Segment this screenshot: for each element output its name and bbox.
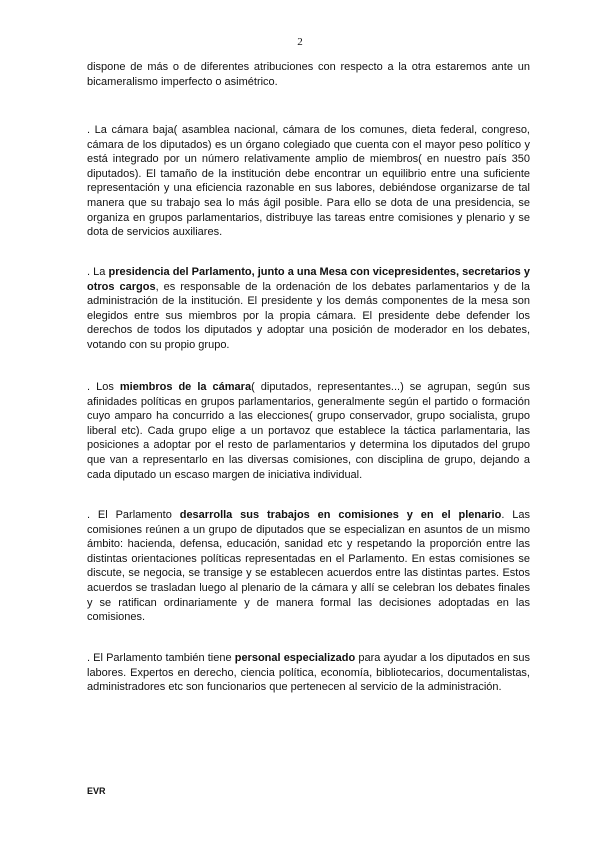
text-run: . Los — [87, 381, 120, 393]
paragraph-lower-chamber — [87, 123, 530, 240]
text-run: . El Parlamento — [87, 509, 180, 521]
paragraph-committees-plenary — [87, 508, 530, 625]
text-run: dispone de más o de diferentes atribuciones con respecto a la otra estaremos ante un bicameralismo imperfecto o asimétrico. — [87, 61, 530, 88]
footer-initials: EVR — [87, 786, 106, 796]
bold-text-run: desarrolla sus trabajos en comisiones y en el plenario — [179, 509, 502, 521]
bold-text-run: personal especializado — [234, 652, 356, 664]
paragraph-bicameralism — [87, 60, 530, 89]
text-run: , es responsable de la ordenación de los debates parlamentarios y de la administración de la institución. El presidente y los demás componentes de la mesa son elegidos entre sus miembros por la propia cámara. El presidente debe defender los derechos de todos los diputados y adoptar una posición de moderador en los debates, votando con su propio grupo. — [87, 280, 530, 351]
paragraph-specialized-staff — [87, 651, 530, 695]
paragraph-presidency — [87, 265, 530, 353]
paragraph-chamber-members — [87, 380, 530, 482]
text-run: para ayudar a los diputados en sus labores. Expertos en derecho, ciencia política, economía, bibliotecarios, documentalistas, administradores etc son funcionarios que pertenecen al servicio de la administración. — [87, 652, 531, 694]
text-run: . Las comisiones reúnen a un grupo de diputados que se especializan en asuntos de un mismo ámbito: hacienda, defensa, educación, sanidad etc y respetando la proporción entre las distintas orientaciones políticas representadas en el Parlamento. En estas comisiones se discute, se negocia, se transige y se establecen acuerdos entre las distintas partes. Estos acuerdos se trasladan luego al plenario de la cámara y allí se celebran los debates finales y se ratifican ordinariamente y de manera formal las decisiones adoptadas en las comisiones. — [87, 509, 530, 624]
text-run: . El Parlamento también tiene — [87, 652, 235, 664]
bold-text-run: presidencia del Parlamento, junto a una Mesa con vicepresidentes, secretarios y otros cargos — [87, 266, 530, 293]
page-number: 2 — [297, 36, 303, 48]
text-run: ( diputados, representantes...) se agrupan, según sus afinidades políticas en grupos parlamentarios, generalmente según el partido o formación cuyo amparo ha concurrido a las elecciones( grupo conservador, grupo socialista, grupo liberal etc). Cada grupo elige a un portavoz que establece la táctica parlamentaria, las posiciones a adoptar por el resto de parlamentarios y determina los diputados del grupo que van a representarlo en las diversas comisiones, con disciplina de grupo, dejando a cada diputado un escaso margen de iniciativa individual. — [87, 381, 530, 481]
text-run: . La — [87, 266, 109, 278]
bold-text-run: miembros de la cámara — [119, 381, 252, 393]
text-run: . La cámara baja( asamblea nacional, cámara de los comunes, dieta federal, congreso, cámara de los diputados) es un órgano colegiado que cuenta con el mayor peso político y está integrado por un número relativamente amplio de miembros( en nuestro país 350 diputados). El tamaño de la institución debe encontrar un equilibrio entre una suficiente representación y una eficiencia razonable en sus labores, debiéndose organizarse de tal manera que su trabajo sea lo más ágil posible. Para ello se dota de una presidencia, se organiza en grupos parlamentarios, distribuye las tareas entre comisiones y plenario y se dota de servicios auxiliares. — [87, 124, 530, 239]
